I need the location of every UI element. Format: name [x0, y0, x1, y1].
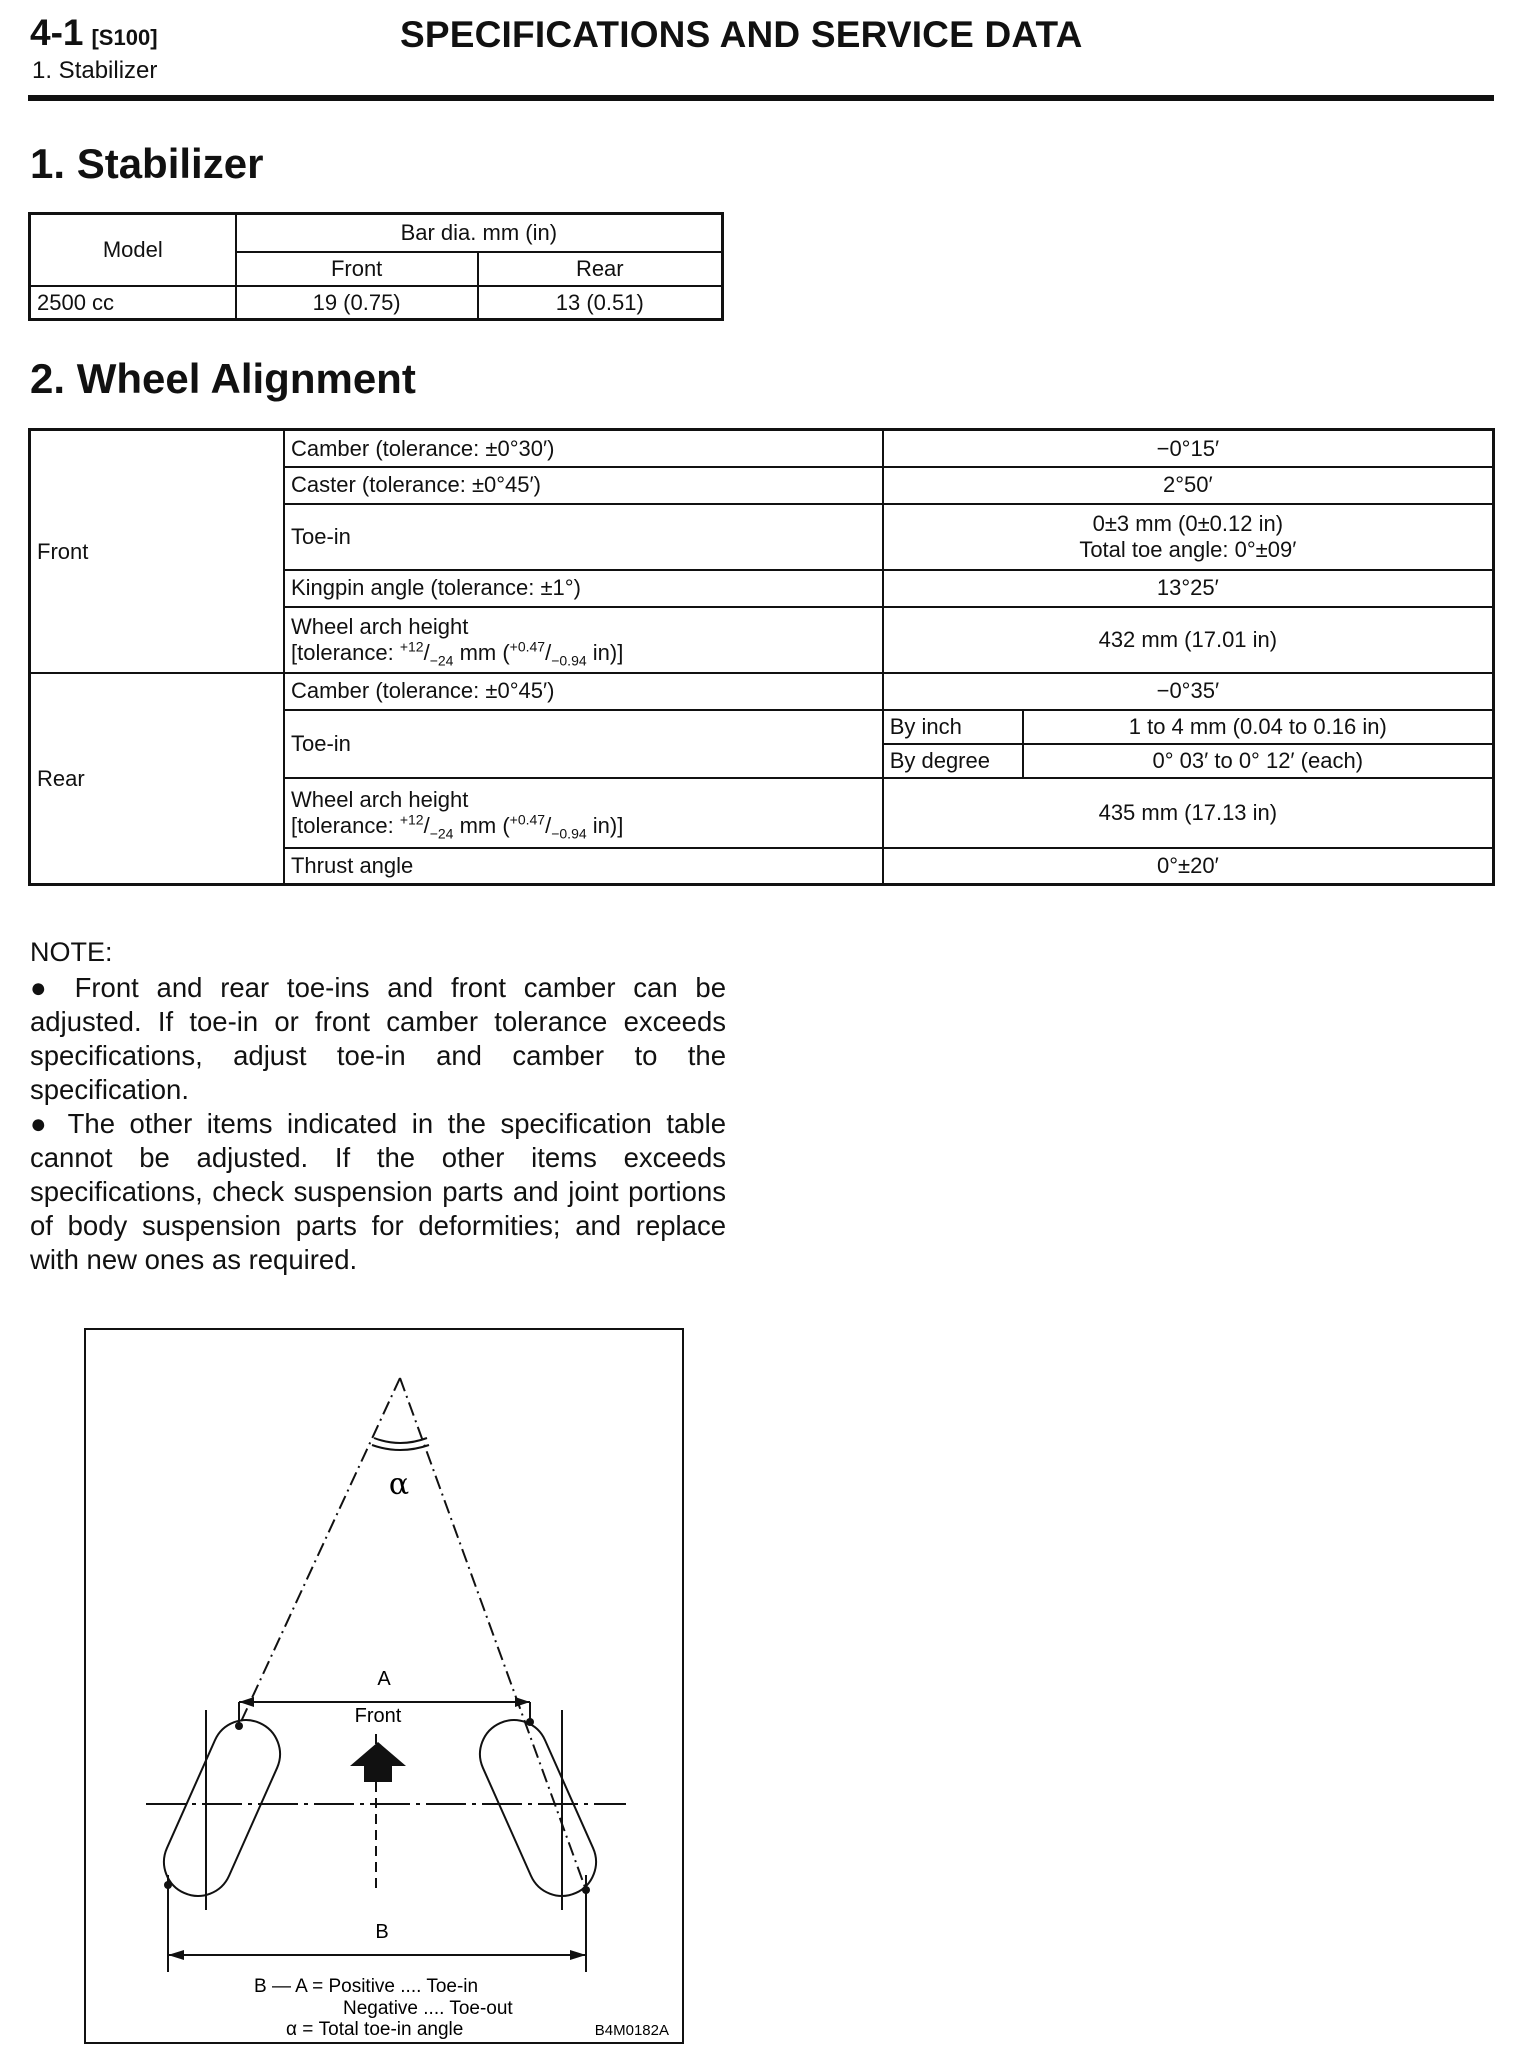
tol-in-minus: −0.94 [551, 651, 587, 668]
by-inch-label: By inch [883, 710, 1023, 744]
note-heading: NOTE: [30, 937, 113, 967]
model-cell: 2500 cc [30, 286, 236, 320]
note-body [30, 971, 726, 1277]
left-wheel-axis-line [239, 1378, 400, 1726]
rear-header: Rear [478, 252, 723, 286]
figure-code: B4M0182A [594, 2022, 669, 2039]
kingpin-label: Kingpin angle (tolerance: ±1°) [284, 570, 883, 607]
front-arch-tolerance: [tolerance: $^{+12}/_{-24}$ mm ($^{+0.47}/_{-0.94}$ in)] [290, 638, 624, 668]
tol-mm-minus: −24 [429, 651, 454, 668]
right-wheel-axis-line [400, 1378, 586, 1890]
alignment-table [28, 428, 1495, 886]
kingpin-value: 13°25′ [883, 570, 1494, 607]
toe-in-diagram [86, 1330, 682, 2042]
front-arch-value: 432 mm (17.01 in) [883, 607, 1494, 673]
angle-arc-inner [374, 1438, 427, 1443]
breadcrumb: 1. Stabilizer [32, 57, 158, 84]
tol-in-unit: in)] [586, 812, 624, 838]
tol-prefix: [tolerance: [290, 812, 400, 838]
alpha-label: α [388, 1467, 410, 1502]
tol-prefix: [tolerance: [290, 639, 400, 665]
front-header: Front [236, 252, 478, 286]
model-header: Model [30, 214, 236, 286]
front-camber-label: Camber (tolerance: ±0°30′) [284, 430, 883, 467]
front-toe-value-line1: 0±3 mm (0±0.12 in) [1092, 511, 1284, 537]
tol-mm-unit: mm ( [453, 639, 510, 665]
right-front-point [526, 1718, 534, 1726]
front-group-cell: Front [30, 430, 284, 673]
alignment-heading: 2. Wheel Alignment [30, 355, 416, 402]
thrust-value: 0°±20′ [883, 848, 1494, 885]
tol-in-plus: +0.47 [509, 638, 546, 655]
tol-in-unit: in)] [586, 639, 624, 665]
tol-in-plus: +0.47 [509, 811, 546, 828]
note-item-2: ● The other items indicated in the specification table cannot be adjusted. If the other items exceeds specifications, check suspension parts and joint portions of body suspension parts for deformities; and replace with new ones as required. [30, 1108, 726, 1275]
page-number [30, 12, 158, 54]
front-label: Front [354, 1705, 402, 1727]
tol-mm-plus: +12 [399, 638, 424, 655]
right-rear-point [582, 1886, 590, 1894]
legend-line-1: B — A = Positive .... Toe-in [254, 1976, 479, 1997]
front-toe-value [883, 504, 1494, 570]
left-rear-point [164, 1881, 172, 1889]
rear-group-cell: Rear [30, 673, 284, 885]
label-a: A [377, 1668, 391, 1690]
label-b: B [375, 1921, 389, 1943]
rear-arch-title: Wheel arch height [290, 787, 469, 813]
rear-dia-cell: 13 (0.51) [478, 286, 723, 320]
stabilizer-heading: 1. Stabilizer [30, 140, 264, 187]
front-arch-title: Wheel arch height [290, 614, 469, 640]
front-toe-label: Toe-in [284, 504, 883, 570]
header-rule [28, 95, 1494, 101]
dim-b-arrow-right [570, 1950, 586, 1960]
dim-a-arrow-right [515, 1697, 530, 1707]
front-dia-cell: 19 (0.75) [236, 286, 478, 320]
toe-in-figure [84, 1328, 684, 2044]
front-arch-label [284, 607, 883, 673]
note-item-1: ● Front and rear toe-ins and front camber can be adjusted. If toe-in or front camber tolerance exceeds specifications, adjust toe-in and camber to the specification. [30, 972, 726, 1105]
rear-arch-tolerance: [tolerance: $^{+12}/_{-24}$ mm ($^{+0.47}/_{-0.94}$ in)] [290, 811, 624, 841]
rear-arch-label [284, 778, 883, 848]
section-code: [S100] [91, 25, 158, 50]
by-degree-value: 0° 03′ to 0° 12′ (each) [1023, 744, 1494, 778]
angle-arc [372, 1445, 429, 1450]
tol-mm-unit: mm ( [453, 812, 510, 838]
legend-line-3: α = Total toe-in angle [286, 2019, 464, 2040]
stabilizer-table [28, 212, 724, 321]
rear-camber-label: Camber (tolerance: ±0°45′) [284, 673, 883, 710]
by-inch-value: 1 to 4 mm (0.04 to 0.16 in) [1023, 710, 1494, 744]
caster-value: 2°50′ [883, 467, 1494, 504]
rear-arch-value: 435 mm (17.13 in) [883, 778, 1494, 848]
front-arrow-icon [350, 1742, 406, 1782]
tol-in-minus: −0.94 [551, 824, 587, 841]
legend-line-2: Negative .... Toe-out [343, 1998, 513, 2019]
document-title: SPECIFICATIONS AND SERVICE DATA [400, 14, 1083, 55]
left-front-point [235, 1722, 243, 1730]
tol-mm-minus: −24 [429, 824, 454, 841]
page-number-text: 4-1 [30, 12, 84, 53]
dim-b-arrow-left [168, 1950, 184, 1960]
bar-dia-header: Bar dia. mm (in) [236, 214, 723, 252]
caster-label: Caster (tolerance: ±0°45′) [284, 467, 883, 504]
by-degree-label: By degree [883, 744, 1023, 778]
thrust-label: Thrust angle [284, 848, 883, 885]
rear-camber-value: −0°35′ [883, 673, 1494, 710]
front-camber-value: −0°15′ [883, 430, 1494, 467]
dim-a-arrow-left [239, 1697, 254, 1707]
tol-mm-plus: +12 [399, 811, 424, 828]
front-toe-value-line2: Total toe angle: 0°±09′ [1079, 536, 1297, 562]
rear-toe-label: Toe-in [284, 710, 883, 778]
left-wheel [153, 1709, 291, 1907]
